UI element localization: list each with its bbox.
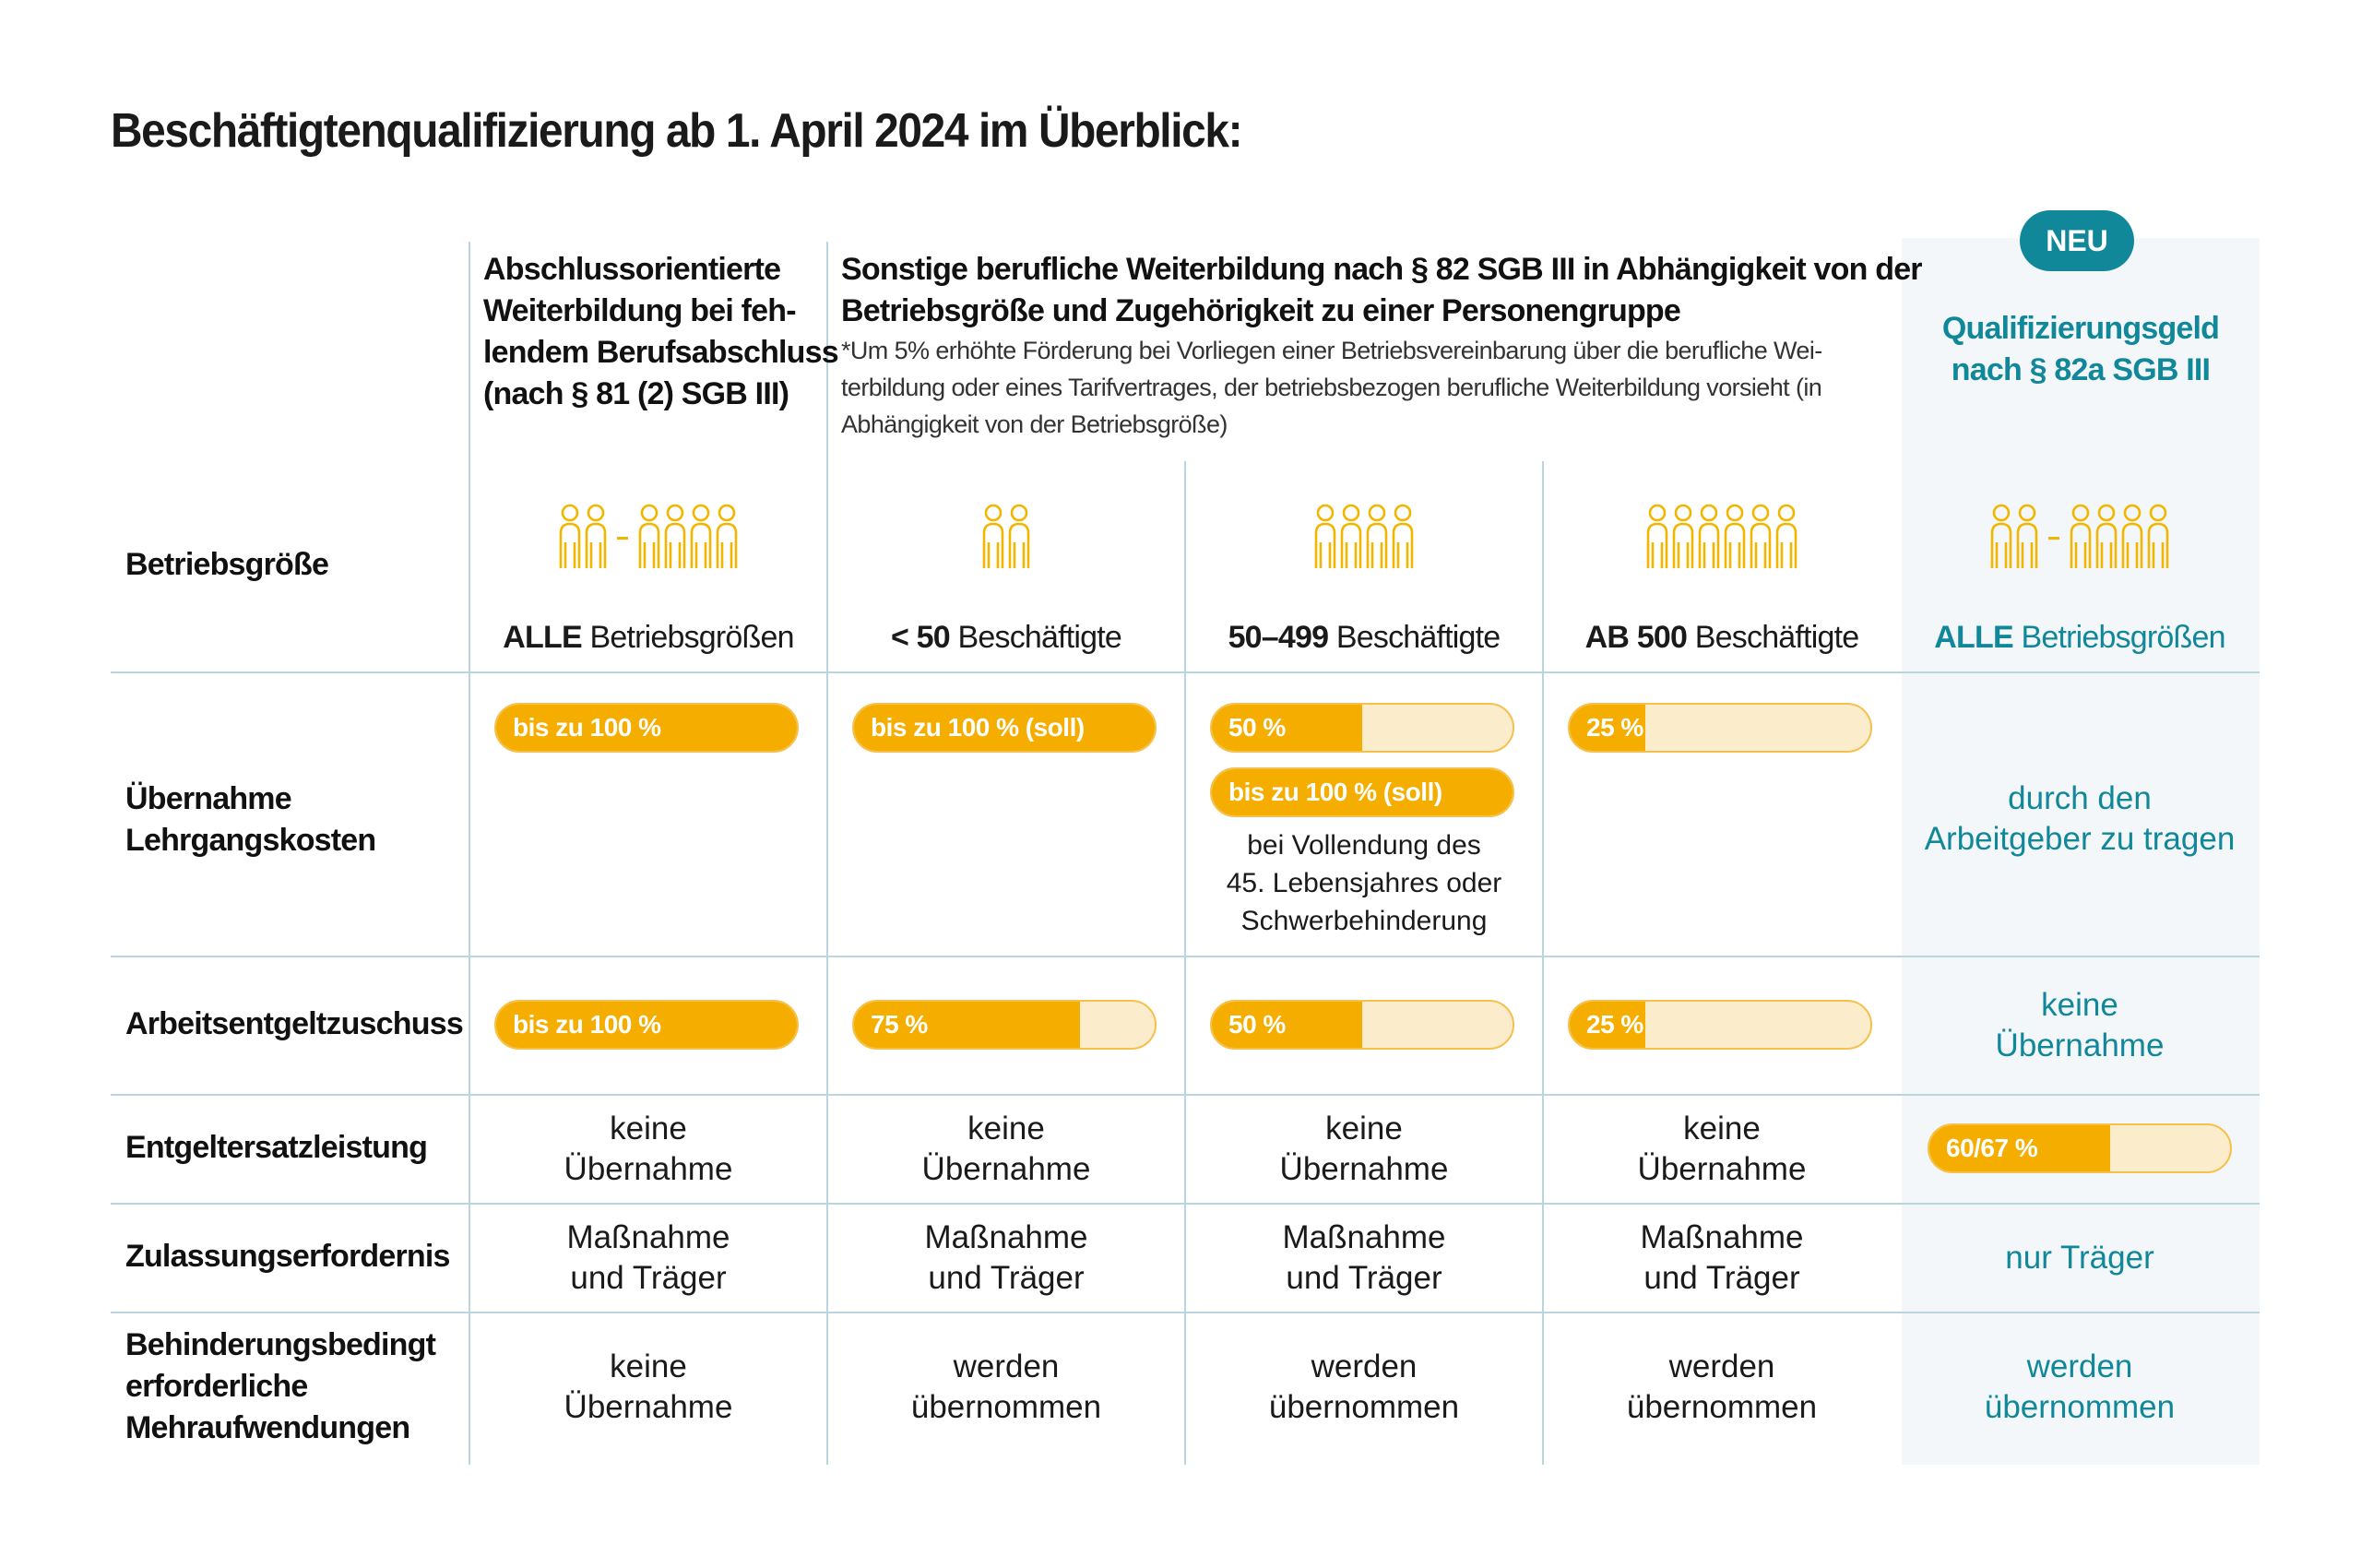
cell-line: Maßnahme <box>1640 1219 1804 1255</box>
cell-line: Maßnahme <box>1282 1219 1446 1255</box>
cell-line: und Träger <box>570 1260 727 1296</box>
cell-line: keine <box>1325 1111 1403 1146</box>
page-title: Beschäftigtenqualifizierung ab 1. April 2024 im Überblick: <box>111 104 1242 158</box>
cell-line: Maßnahme <box>924 1219 1088 1255</box>
cell-line: keine <box>1683 1111 1761 1146</box>
people-range-icon <box>470 496 826 579</box>
progress-bar-entgeltersatz-col5 <box>1928 1123 2232 1173</box>
progress-bar-entgelt-col3 <box>1210 1000 1514 1050</box>
bar-label: 25 % <box>1586 713 1643 742</box>
cell-line: Arbeitgeber zu tragen <box>1924 821 2236 857</box>
row-label-line: Übernahme <box>125 781 291 816</box>
progress-bar-lehrgang-col3 <box>1210 703 1514 753</box>
header-col2-note <box>841 332 1822 443</box>
entgeltersatz-col1 <box>470 1109 826 1190</box>
size-label-rest: Beschäftigte <box>1687 620 1859 655</box>
note-line: *Um 5% erhöhte Förderung bei Vorliegen einer Betriebsvereinbarung über die berufliche Wei- <box>841 337 1822 364</box>
size-label-col5 <box>1902 620 2258 656</box>
cell-line: übernommen <box>910 1389 1102 1425</box>
zulassung-col2 <box>828 1218 1184 1299</box>
grid-hline-2 <box>111 956 2260 957</box>
header-col1 <box>483 249 838 415</box>
bar-label: bis zu 100 % <box>513 713 661 742</box>
row-label-lehrgangskosten <box>125 778 375 861</box>
header-col1-line: (nach § 81 (2) SGB III) <box>483 376 789 411</box>
zulassung-col5: nur Träger <box>2005 1240 2154 1276</box>
cell-line: keine <box>610 1111 687 1146</box>
header-col2-line: Betriebsgröße und Zugehörigkeit zu einer Personengruppe <box>841 293 1681 328</box>
bar-label: 25 % <box>1586 1010 1643 1039</box>
row-label-entgeltersatzleistung: Entgeltersatzleistung <box>125 1130 428 1165</box>
cell-line: Übernahme <box>564 1151 733 1187</box>
zulassung-col1 <box>470 1218 826 1299</box>
row-label-line: Lehrgangskosten <box>125 823 376 858</box>
cell-line: keine <box>610 1348 687 1384</box>
bar-label: bis zu 100 % (soll) <box>1228 778 1442 806</box>
size-label-bold: 50–499 <box>1228 620 1329 655</box>
size-label-bold: ALLE <box>1934 620 2013 655</box>
grid-hline-4 <box>111 1203 2260 1205</box>
progress-bar-entgelt-col2 <box>852 1000 1157 1050</box>
grid-hline-1 <box>111 671 2260 673</box>
row-label-behinderung <box>125 1324 435 1449</box>
cell-line: Übernahme <box>564 1389 733 1425</box>
size-label-col1 <box>470 620 826 656</box>
bar-label: 50 % <box>1228 713 1286 742</box>
size-label-col4 <box>1544 620 1900 656</box>
header-col2-title <box>841 249 1922 332</box>
header-col1-line: Weiterbildung bei feh- <box>483 293 796 328</box>
grid-vline-4 <box>1542 461 1544 1465</box>
header-col1-line: lendem Berufsabschluss <box>483 335 838 370</box>
note-line: 45. Lebensjahres oder <box>1226 868 1502 898</box>
cell-line: Maßnahme <box>566 1219 730 1255</box>
cell-line: übernommen <box>1268 1389 1460 1425</box>
behinderung-col4 <box>1544 1347 1900 1428</box>
note-line: bei Vollendung des <box>1247 830 1481 861</box>
cell-line: Übernahme <box>1637 1151 1807 1187</box>
lehrgang-col5-text <box>1902 778 2258 860</box>
cell-line: keine <box>967 1111 1045 1146</box>
row-label-arbeitsentgeltzuschuss: Arbeitsentgeltzuschuss <box>125 1006 463 1041</box>
size-label-bold: AB 500 <box>1584 620 1688 655</box>
row-label-line: erforderliche <box>125 1369 308 1404</box>
note-line: terbildung oder eines Tarifvertrages, der betriebsbezogen berufliche Weiterbildung vorsieht (in <box>841 374 1822 401</box>
row-label-betriebsgroesse: Betriebsgröße <box>125 547 329 582</box>
cell-line: übernommen <box>1626 1389 1818 1425</box>
lehrgang-col3-note <box>1186 826 1542 940</box>
bar-label: bis zu 100 % (soll) <box>871 713 1085 742</box>
grid-hline-5 <box>111 1312 2260 1313</box>
cell-line: durch den <box>2008 780 2152 816</box>
progress-bar-lehrgang-col3-extra <box>1210 767 1514 817</box>
entgelt-col5-text <box>1902 985 2258 1066</box>
entgeltersatz-col4 <box>1544 1109 1900 1190</box>
size-label-bold: ALLE <box>503 620 582 655</box>
new-badge: NEU <box>2020 210 2134 271</box>
row-label-zulassungserfordernis: Zulassungserfordernis <box>125 1239 450 1274</box>
note-line: Abhängigkeit von der Betriebsgröße) <box>841 410 1228 438</box>
zulassung-col3 <box>1186 1218 1542 1299</box>
people-range-icon <box>1902 496 2258 579</box>
cell-line: werden <box>1311 1348 1418 1384</box>
bar-label: 60/67 % <box>1946 1134 2038 1162</box>
size-label-rest: Betriebsgrößen <box>581 620 794 655</box>
cell-line: Übernahme <box>1279 1151 1449 1187</box>
people-medium-icon <box>1186 496 1542 579</box>
header-col1-line: Abschlussorientierte <box>483 252 781 287</box>
bar-label: bis zu 100 % <box>513 1010 661 1039</box>
entgeltersatz-col2 <box>828 1109 1184 1190</box>
row-label-line: Behinderungsbedingt <box>125 1327 436 1362</box>
cell-line: werden <box>953 1348 1060 1384</box>
entgeltersatz-col3 <box>1186 1109 1542 1190</box>
row-label-line: Mehraufwendungen <box>125 1410 410 1445</box>
bar-label: 50 % <box>1228 1010 1286 1039</box>
behinderung-col2 <box>828 1347 1184 1428</box>
cell-line: keine <box>2041 987 2118 1023</box>
progress-bar-entgelt-col1 <box>494 1000 799 1050</box>
progress-bar-lehrgang-col4 <box>1568 703 1872 753</box>
cell-line: Übernahme <box>1995 1028 2165 1063</box>
header-col5 <box>1902 308 2260 391</box>
cell-line: Übernahme <box>921 1151 1091 1187</box>
size-label-rest: Beschäftigte <box>1328 620 1501 655</box>
behinderung-col1 <box>470 1347 826 1428</box>
people-large-icon <box>1544 496 1900 579</box>
cell-line: werden <box>1668 1348 1775 1384</box>
people-small-icon <box>828 496 1184 579</box>
header-col5-line: nach § 82a SGB III <box>1951 352 2211 387</box>
size-label-bold: < 50 <box>890 620 950 655</box>
size-label-col2 <box>828 620 1184 656</box>
behinderung-col5 <box>1902 1347 2258 1428</box>
size-label-rest: Beschäftigte <box>949 620 1122 655</box>
header-col5-line: Qualifizierungsgeld <box>1941 311 2220 346</box>
note-line: Schwerbehinderung <box>1240 906 1488 936</box>
progress-bar-lehrgang-col1 <box>494 703 799 753</box>
grid-hline-3 <box>111 1094 2260 1096</box>
grid-vline-3 <box>1184 461 1186 1465</box>
size-label-rest: Betriebsgrößen <box>2012 620 2225 655</box>
cell-line: und Träger <box>1286 1260 1442 1296</box>
bar-label: 75 % <box>871 1010 928 1039</box>
size-label-col3 <box>1186 620 1542 656</box>
cell-line: übernommen <box>1984 1389 2176 1425</box>
progress-bar-entgelt-col4 <box>1568 1000 1872 1050</box>
header-col2-line: Sonstige berufliche Weiterbildung nach § 82 SGB III in Abhängigkeit von der <box>841 252 1922 287</box>
cell-line: und Träger <box>1643 1260 1800 1296</box>
zulassung-col4 <box>1544 1218 1900 1299</box>
cell-line: und Träger <box>928 1260 1085 1296</box>
cell-line: werden <box>2026 1348 2133 1384</box>
progress-bar-lehrgang-col2 <box>852 703 1157 753</box>
behinderung-col3 <box>1186 1347 1542 1428</box>
